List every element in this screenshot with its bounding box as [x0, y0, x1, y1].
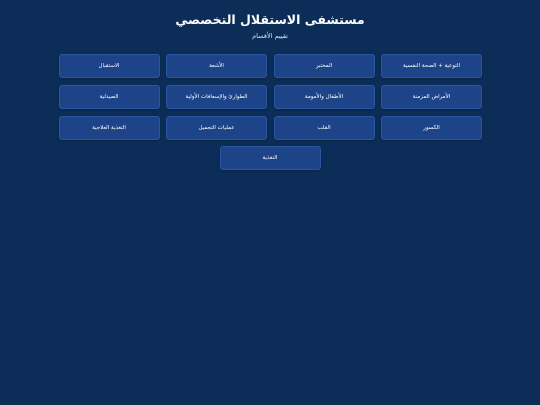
- page-title: مستشفى الاستقلال التخصصي: [175, 12, 365, 27]
- department-button-laboratory[interactable]: المختبر: [274, 54, 375, 78]
- department-button-cosmetic-surgery[interactable]: عمليات التجميل: [166, 116, 267, 140]
- department-button-radiology[interactable]: الأشعة: [166, 54, 267, 78]
- departments-grid: [58, 54, 482, 140]
- department-button-chronic-diseases[interactable]: الأمراض المزمنة: [381, 85, 482, 109]
- department-button-cardiology[interactable]: القلب: [274, 116, 375, 140]
- department-button-pharmacy[interactable]: الصيدلية: [59, 85, 160, 109]
- department-button-nutrition[interactable]: التغذية: [220, 146, 321, 170]
- department-button-pediatrics-maternity[interactable]: الأطفال والأمومة: [274, 85, 375, 109]
- department-button-fractures[interactable]: الكسور: [381, 116, 482, 140]
- department-button-reception[interactable]: الاستقبال: [59, 54, 160, 78]
- header: [0, 0, 540, 40]
- department-button-emergency-first-aid[interactable]: الطوارئ والإسعافات الأولية: [166, 85, 267, 109]
- page-subtitle: تقييم الأقسام: [252, 32, 288, 40]
- department-button-clinical-nutrition[interactable]: التغذية العلاجية: [59, 116, 160, 140]
- department-button-awareness-mental-health[interactable]: التوعية + الصحة النفسية: [381, 54, 482, 78]
